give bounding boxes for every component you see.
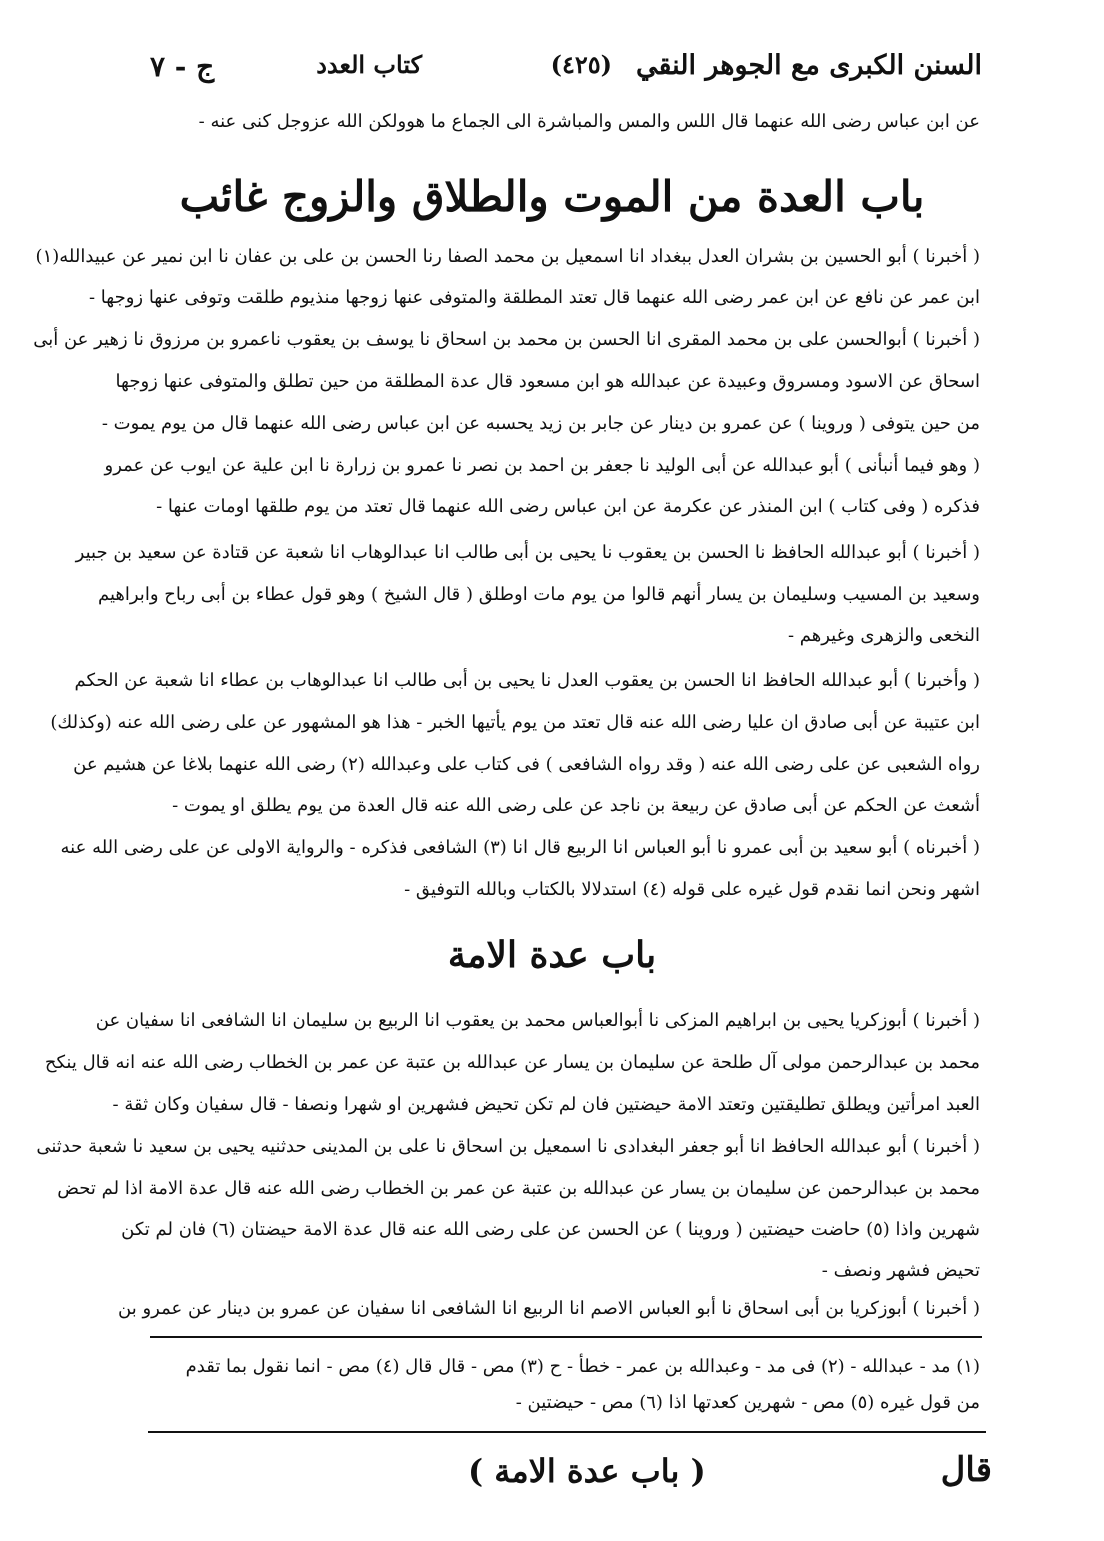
text-line: محمد بن عبدالرحمن عن سليمان بن يسار عن عبدالله بن عتبة عن عمر بن الخطاب رضى الله عنه قال عدة الامة اذا لم تحض <box>57 1178 980 1199</box>
catchword-heading: ( باب عدة الامة ) <box>468 1452 706 1490</box>
text-line: فذكره ( وفى كتاب ) ابن المنذر عن عكرمة عن ابن عباس رضى الله عنهما قال تعتد من يوم طلقها اومات عنها - <box>156 496 980 517</box>
text-line: رواه الشعبى عن على رضى الله عنه ( وقد رواه الشافعى ) فى كتاب على وعبدالله (٢) رضى الله عنهما بلاغا عن هشيم عن <box>73 754 980 775</box>
text-line: اسحاق عن الاسود ومسروق وعبيدة عن عبدالله هو ابن مسعود قال عدة المطلقة من حين تطلق والمتوفى عنها زوجها <box>115 371 980 392</box>
footnote-line: (١) مد - عبدالله - (٢) فى مد - وعبدالله بن عمر - خطأ - ح (٣) مص - قال قال (٤) مص - انما نقول بما تقدم <box>185 1356 980 1377</box>
text-line: ( أخبرنا ) أبو عبدالله الحافظ انا أبو جعفر البغدادى نا اسمعيل بن اسحاق نا على بن المدينى حدثنيه يحيى بن سعيد نا شعبة حدثنى <box>36 1136 980 1157</box>
text-line: ( وأخبرنا ) أبو عبدالله الحافظ انا الحسن بن يعقوب العدل نا يحيى بن أبى طالب انا عبدالوهاب بن عطاء انا شعبة عن الحكم <box>74 670 980 691</box>
running-header <box>150 50 982 94</box>
page-number: (٤٢٥) <box>550 50 612 79</box>
chapter-heading: باب العدة من الموت والطلاق والزوج غائب <box>179 172 925 221</box>
text-line: العبد امرأتين ويطلق تطليقتين وتعتد الامة حيضتين فان لم تكن تحيض فشهرين او شهرا ونصفا - قال سفيان وكان ثقة - <box>112 1094 980 1115</box>
section-title: كتاب العدد <box>316 50 422 79</box>
text-line: أشعث عن الحكم عن أبى صادق عن ربيعة بن ناجد عن على رضى الله عنه قال العدة من يوم يطلق او يموت - <box>172 795 980 816</box>
text-line: شهرين واذا (٥) حاضت حيضتين ( وروينا ) عن الحسن عن على رضى الله عنه قال عدة الامة حيضتان (٦) فان لم تكن <box>121 1219 980 1240</box>
text-line: اشهر ونحن انما نقدم قول غيره على قوله (٤) استدلالا بالكتاب وبالله التوفيق - <box>404 879 980 900</box>
text-line: ( أخبرنا ) أبو عبدالله الحافظ نا الحسن بن يعقوب نا يحيى بن أبى طالب انا عبدالوهاب انا شعبة عن قتادة عن سعيد بن جبير <box>75 542 980 563</box>
bottom-divider <box>148 1431 986 1433</box>
text-line: ( أخبرنا ) أبو الحسين بن بشران العدل ببغداد انا اسمعيل بن محمد الصفا رنا الحسن بن على بن عفان نا ابن نمير عن عبيدالله(١) <box>35 246 980 267</box>
footnote-divider <box>150 1336 982 1338</box>
text-line: من حين يتوفى ( وروينا ) عن عمرو بن دينار عن جابر بن زيد يحسبه عن ابن عباس رضى الله عنهما قال من يوم يموت - <box>101 413 980 434</box>
intro-line: عن ابن عباس رضى الله عنهما قال اللس والمس والمباشرة الى الجماع ما هوولكن الله عزوجل كنى عنه - <box>198 111 980 132</box>
text-line: ( أخبرناه ) أبو سعيد بن أبى عمرو نا أبو العباس انا الربيع قال انا (٣) الشافعى فذكره - والرواية الاولى عن على رضى الله عنه <box>60 837 980 858</box>
text-line: تحيض فشهر ونصف - <box>821 1260 980 1281</box>
text-line: ( أخبرنا ) أبوالحسن على بن محمد المقرى انا الحسن بن محمد بن اسحاق نا يوسف بن يعقوب ناعمرو بن مرزوق نا زهير عن أبى <box>33 329 980 350</box>
text-line: ابن عمر عن نافع عن ابن عمر رضى الله عنهما قال تعتد المطلقة والمتوفى عنها زوجها منذيوم طلقت وتوفى عنها زوجها - <box>89 287 980 308</box>
section-heading: باب عدة الامة <box>447 934 657 976</box>
text-line: ( أخبرنا ) أبوزكريا بن أبى اسحاق نا أبو العباس الاصم انا الربيع انا الشافعى انا سفيان عن عمرو بن دينار عن عمرو بن <box>118 1298 980 1319</box>
text-line: وسعيد بن المسيب وسليمان بن يسار أنهم قالوا من يوم مات اوطلق ( قال الشيخ ) وهو قول عطاء بن أبى رباح وابراهيم <box>97 584 980 605</box>
catchword: قال <box>940 1450 992 1490</box>
text-line: ( وهو فيما أنبأنى ) أبو عبدالله عن أبى الوليد نا جعفر بن احمد بن نصر نا عمرو بن زرارة نا ابن علية عن ايوب عن عمرو <box>104 455 980 476</box>
volume-number: ج - ٧ <box>150 50 215 83</box>
footnote-line: من قول غيره (٥) مص - شهرين كعدتها اذا (٦) مص - حيضتين - <box>515 1392 980 1413</box>
text-line: ابن عتيبة عن أبى صادق ان عليا رضى الله عنه قال تعتد من يوم يأتيها الخبر - هذا هو المشهور عن على رضى الله عنه (وكذلك) <box>50 712 980 733</box>
text-line: ( أخبرنا ) أبوزكريا يحيى بن ابراهيم المزكى نا أبوالعباس محمد بن يعقوب انا الربيع بن سليمان انا الشافعى انا سفيان عن <box>95 1010 980 1031</box>
text-line: النخعى والزهرى وغيرهم - <box>787 625 980 646</box>
book-title: السنن الكبرى مع الجوهر النقي <box>635 50 982 81</box>
text-line: محمد بن عبدالرحمن مولى آل طلحة عن سليمان بن يسار عن عبدالله بن عتبة عن عمر بن الخطاب رضى الله عنه انه قال ينكح <box>44 1052 980 1073</box>
